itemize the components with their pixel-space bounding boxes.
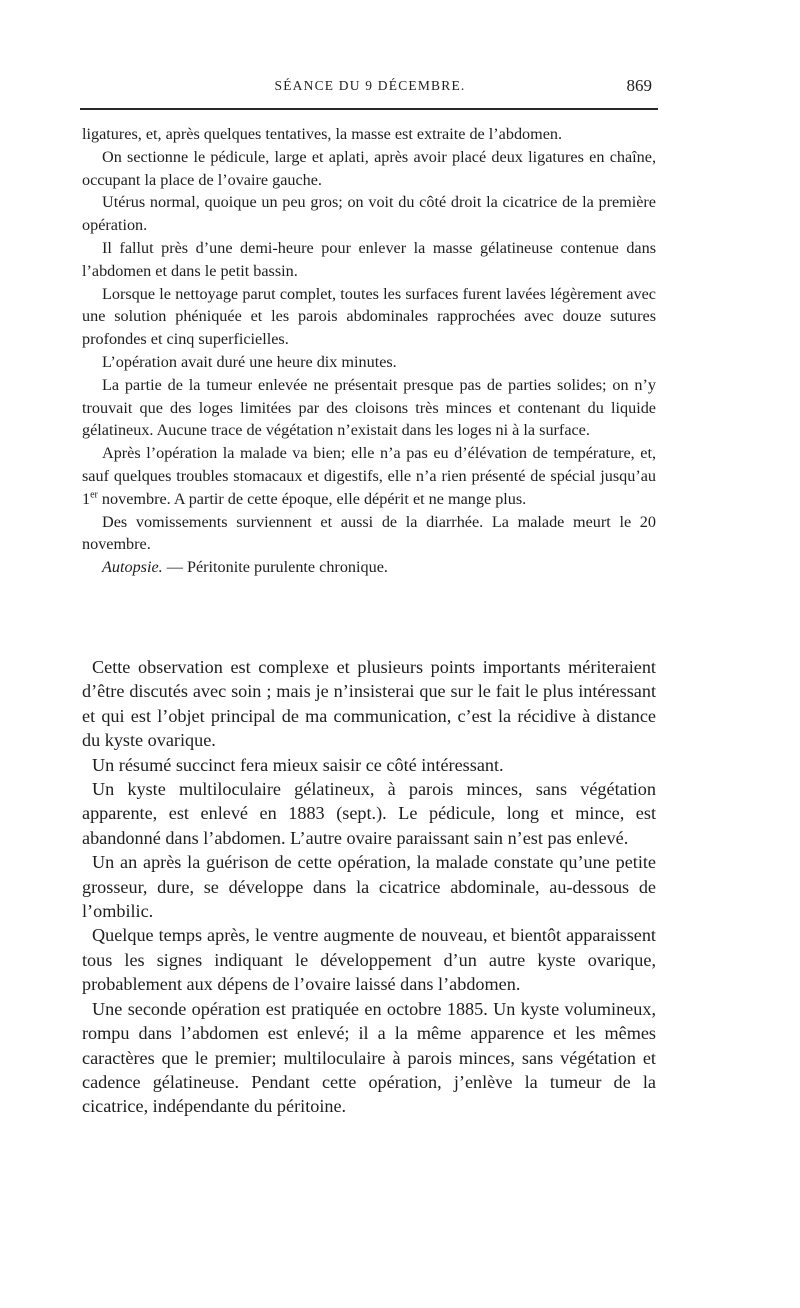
paragraph: Quelque temps après, le ventre augmente de nouveau, et bientôt apparaissent tous les signes indiquant le développement d’un autre kyste ovarique, probablement aux dépens de l’ovaire laissé dans l’abdomen.	[82, 925, 656, 995]
paragraph-text: Après l’opération la malade va bien; elle n’a pas eu d’élévation de température, et, sauf quelques troubles stomacaux et digestifs, elle n’a rien présenté de spécial jusqu’au 1	[82, 444, 656, 508]
superscript: er	[90, 489, 98, 501]
paragraph: On sectionne le pédicule, large et aplati, après avoir placé deux ligatures en chaîne, occupant la place de l’ovaire gauche.	[82, 147, 656, 189]
header-rule	[80, 108, 658, 110]
paragraph: Une seconde opération est pratiquée en octobre 1885. Un kyste volumineux, rompu dans l’abdomen est enlevé; il a la même apparence et les mêmes caractères que le premier; multiloculaire à parois minces, sans végétation et cadence gélatineuse. Pendant cette opération, j’enlève la tumeur de la cicatrice, indépendante du péritoine.	[82, 998, 656, 1117]
paragraph: ligatures, et, après quelques tentatives, la masse est extraite de l’abdomen.	[82, 125, 563, 143]
paragraph: Cette observation est complexe et plusieurs points importants mériteraient d’être discutés avec soin ; mais je n’insisterai que sur le fait le plus intéressant et qui est l’objet principal de ma communication, c’est la récidive à distance du kyste ovarique.	[82, 657, 656, 751]
paragraph: Des vomissements surviennent et aussi de la diarrhée. La malade meurt le 20 novembre.	[82, 512, 656, 554]
paragraph: Un kyste multiloculaire gélatineux, à parois minces, sans végétation apparente, est enlevé en 1883 (sept.). Le pédicule, long et mince, est abandonné dans l’abdomen. L’autre ovaire paraissant sain n’est pas enlevé.	[82, 779, 656, 848]
case-report-text	[82, 123, 656, 579]
autopsie-text: — Péritonite purulente chronique.	[162, 558, 388, 577]
paragraph: La partie de la tumeur enlevée ne présentait presque pas de parties solides; on n’y trouvait que des loges limitées par des cloisons très minces et contenant du liquide gélatineux. Aucune trace de végétation n’existait dans les loges ni à la surface.	[82, 375, 656, 440]
running-title: SÉANCE DU 9 DÉCEMBRE.	[274, 78, 466, 93]
paragraph: Un an après la guérison de cette opération, la malade constate qu’une petite grosseur, dure, se développe dans la cicatrice abdominale, au-dessous de l’ombilic.	[82, 852, 656, 922]
autopsie-label: Autopsie.	[102, 558, 163, 577]
paragraph: Utérus normal, quoique un peu gros; on voit du côté droit la cicatrice de la première opération.	[82, 193, 656, 235]
page-number: 869	[626, 76, 652, 95]
paragraph: L’opération avait duré une heure dix minutes.	[102, 352, 397, 371]
paragraph-text: novembre. A partir de cette époque, elle dépérit et ne mange plus.	[97, 489, 527, 508]
running-head	[82, 76, 658, 100]
commentary-text	[82, 655, 656, 1119]
paragraph	[82, 442, 656, 510]
paragraph: Lorsque le nettoyage parut complet, toutes les surfaces furent lavées légèrement avec une solution phéniquée et les parois abdominales rapprochées avec douze sutures profondes et cinq superficielles.	[82, 284, 656, 349]
paragraph: Il fallut près d’une demi-heure pour enlever la masse gélatineuse contenue dans l’abdomen et dans le petit bassin.	[82, 238, 656, 280]
paragraph: Un résumé succinct fera mieux saisir ce côté intéressant.	[92, 754, 504, 775]
autopsie-paragraph	[82, 556, 656, 579]
